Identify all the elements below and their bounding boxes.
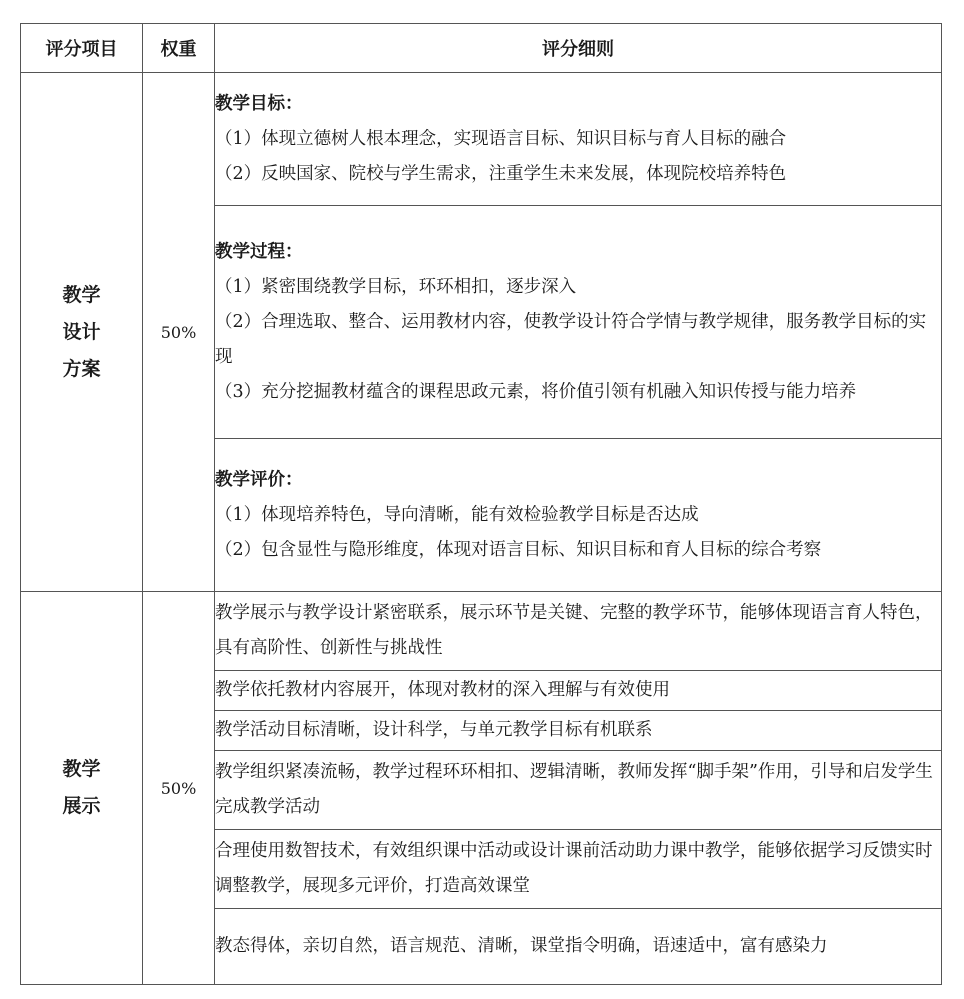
criteria-point: （2）合理选取、整合、运用教材内容，使教学设计符合学情与教学规律，服务教学目标的实现 [215,311,927,367]
section-title: 教学目标： [215,93,303,114]
criteria-row: 教学组织紧凑流畅，教学过程环环相扣、逻辑清晰，教师发挥“脚手架”作用，引导和启发学生完成教学活动 [215,751,942,830]
criteria-point: （3）充分挖掘教材蕴含的课程思政元素，将价值引领有机融入知识传授与能力培养 [215,381,857,402]
header-detail: 评分细则 [215,24,942,73]
criteria-teaching-process [215,206,942,439]
criteria-row: 教学展示与教学设计紧密联系，展示环节是关键、完整的教学环节，能够体现语言育人特色，具有高阶性、创新性与挑战性 [215,592,942,671]
criteria-row: 教态得体，亲切自然，语言规范、清晰，课堂指令明确，语速适中，富有感染力 [215,909,942,985]
category-line: 设计 [62,320,101,343]
header-row [21,24,942,73]
header-weight: 权重 [143,24,215,73]
criteria-teaching-goals [215,73,942,206]
criteria-row: 教学依托教材内容展开，体现对教材的深入理解与有效使用 [215,671,942,711]
category-display [21,592,143,985]
criteria-point: （1）体现培养特色，导向清晰，能有效检验教学目标是否达成 [215,504,699,525]
criteria-point: （2）包含显性与隐形维度，体现对语言目标、知识目标和育人目标的综合考察 [215,539,822,560]
scoring-rubric-table [20,23,942,985]
section-title: 教学过程： [215,241,303,262]
category-line: 教学 [62,758,101,780]
weight-display: 50% [143,592,215,985]
criteria-point: （1）紧密围绕教学目标，环环相扣，逐步深入 [215,276,577,297]
table-row [21,73,942,206]
criteria-row: 合理使用数智技术，有效组织课中活动或设计课前活动助力课中教学，能够依据学习反馈实时调整教学，展现多元评价，打造高效课堂 [215,830,942,909]
criteria-point: （2）反映国家、院校与学生需求，注重学生未来发展，体现院校培养特色 [215,163,787,184]
weight-design: 50% [143,73,215,592]
category-line: 教学 [62,283,101,306]
table-row [21,592,942,671]
criteria-point: （1）体现立德树人根本理念，实现语言目标、知识目标与育人目标的融合 [215,128,787,149]
criteria-row: 教学活动目标清晰，设计科学，与单元教学目标有机联系 [215,711,942,751]
category-design [21,73,143,592]
criteria-teaching-evaluation [215,439,942,592]
category-line: 展示 [62,795,101,817]
section-title: 教学评价： [215,469,303,490]
category-line: 方案 [62,357,101,380]
header-item: 评分项目 [21,24,143,73]
